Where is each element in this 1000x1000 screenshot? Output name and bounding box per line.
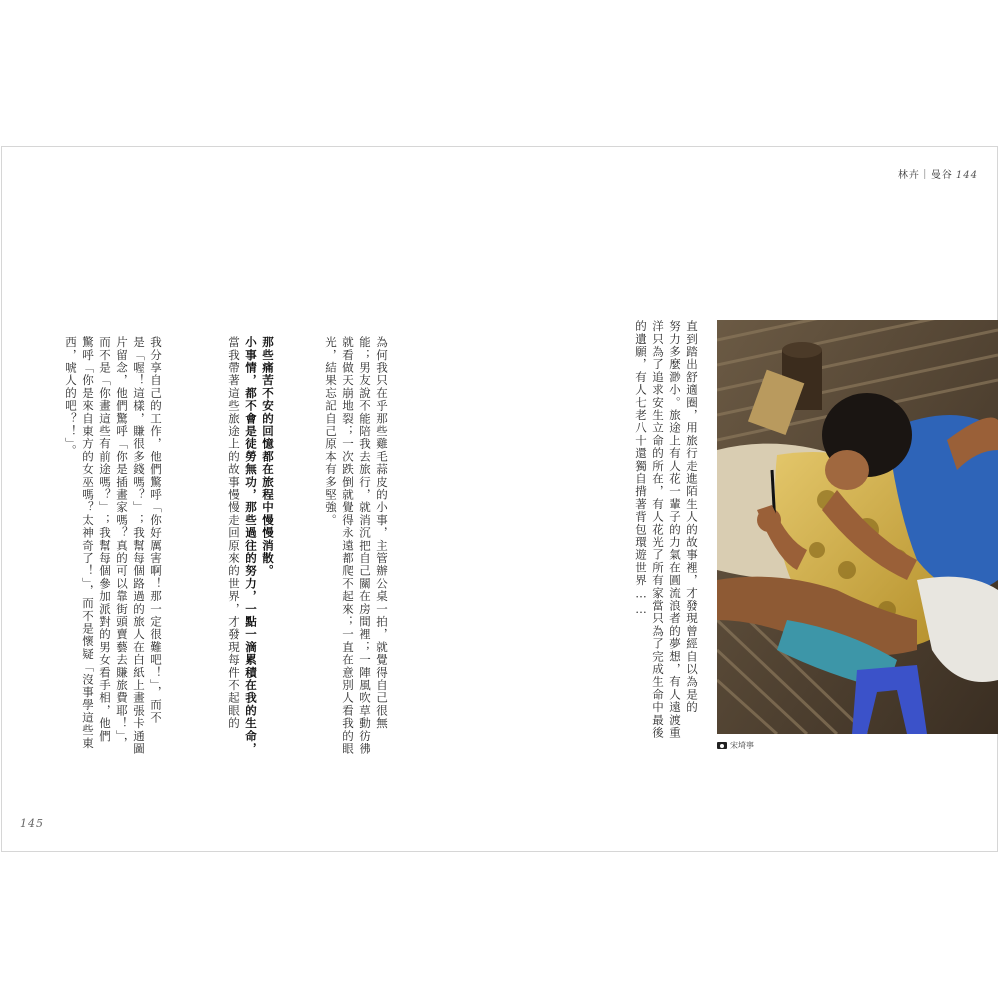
text-column: 片留念，他們驚呼「你是插畫家嗎？真的可以靠街頭賣藝去賺旅費耶！」， — [115, 336, 129, 750]
left-page-paragraph-1 — [322, 336, 390, 755]
running-head — [898, 166, 978, 181]
left-page-paragraph-3 — [62, 336, 164, 755]
page-number-right: 144 — [955, 170, 978, 181]
text-column-emphasis: 小事情，都不會是徒勞無功，那些過往的努力，一點一滴累積在我的生命， — [244, 336, 258, 756]
text-column: 為何我只在乎那些雞毛蒜皮的小事，主管辦公桌一拍，就覺得自己很無 — [375, 336, 389, 730]
text-column: 我分享自己的工作，他們驚呼「你好厲害啊！那一定很難吧！」，而不 — [149, 336, 163, 724]
text-column: 直到踏出舒適圈，用旅行走進陌生人的故事裡，才發現曾經自以為是的 — [685, 320, 699, 714]
right-page-text — [632, 320, 700, 739]
photo-illustration — [717, 320, 998, 734]
text-column: 能；男友說不能陪我去旅行，就消沉把自己關在房間裡；一陣風吹草動彷彿 — [358, 336, 372, 756]
text-column: 當我帶著這些旅途上的故事慢慢走回原來的世界，才發現每件不起眼的 — [227, 336, 241, 730]
text-column: 光，結果忘記自己原本有多堅強。 — [324, 336, 338, 527]
text-column: 洋只為了追求安生立命的所在，有人花光了所有家當只為了完成生命中最後 — [651, 320, 665, 740]
photo-caption — [717, 740, 754, 751]
text-column: 就看做天崩地裂；一次跌倒就覺得永遠都爬不起來；一直在意別人看我的眼 — [341, 336, 355, 756]
text-column: 努力多麼渺小。旅途上有人花一輩子的力氣在圓流浪者的夢想，有人遠渡重 — [668, 320, 682, 740]
camera-icon — [717, 742, 727, 749]
photo-artisan-carving — [717, 320, 998, 734]
text-column: 是「喔！這樣，賺很多錢嗎？」；我幫每個路過的旅人在白紙上畫張卡通圖 — [132, 336, 146, 756]
text-column: 驚呼「你是來自東方的女巫嗎？太神奇了！」，而不是懷疑「沒事學這些東 — [81, 336, 95, 750]
page-number-left: 145 — [20, 817, 44, 830]
left-page-paragraph-2 — [225, 336, 276, 755]
running-head-title: 林卉｜曼谷 — [897, 170, 953, 181]
photo-credit: 宋埼寧 — [730, 741, 754, 750]
text-column: 的遺願，有人七老八十還獨自揹著背包環遊世界…… — [634, 320, 648, 618]
text-column: 而不是「你畫這些有前途嗎？」；我幫每個參加派對的男女看手相，他們 — [98, 336, 112, 743]
text-column: 西，唬人的吧？！」。 — [64, 336, 78, 458]
text-column-emphasis: 那些痛苦不安的回憶都在旅程中慢慢消散。 — [261, 336, 275, 578]
